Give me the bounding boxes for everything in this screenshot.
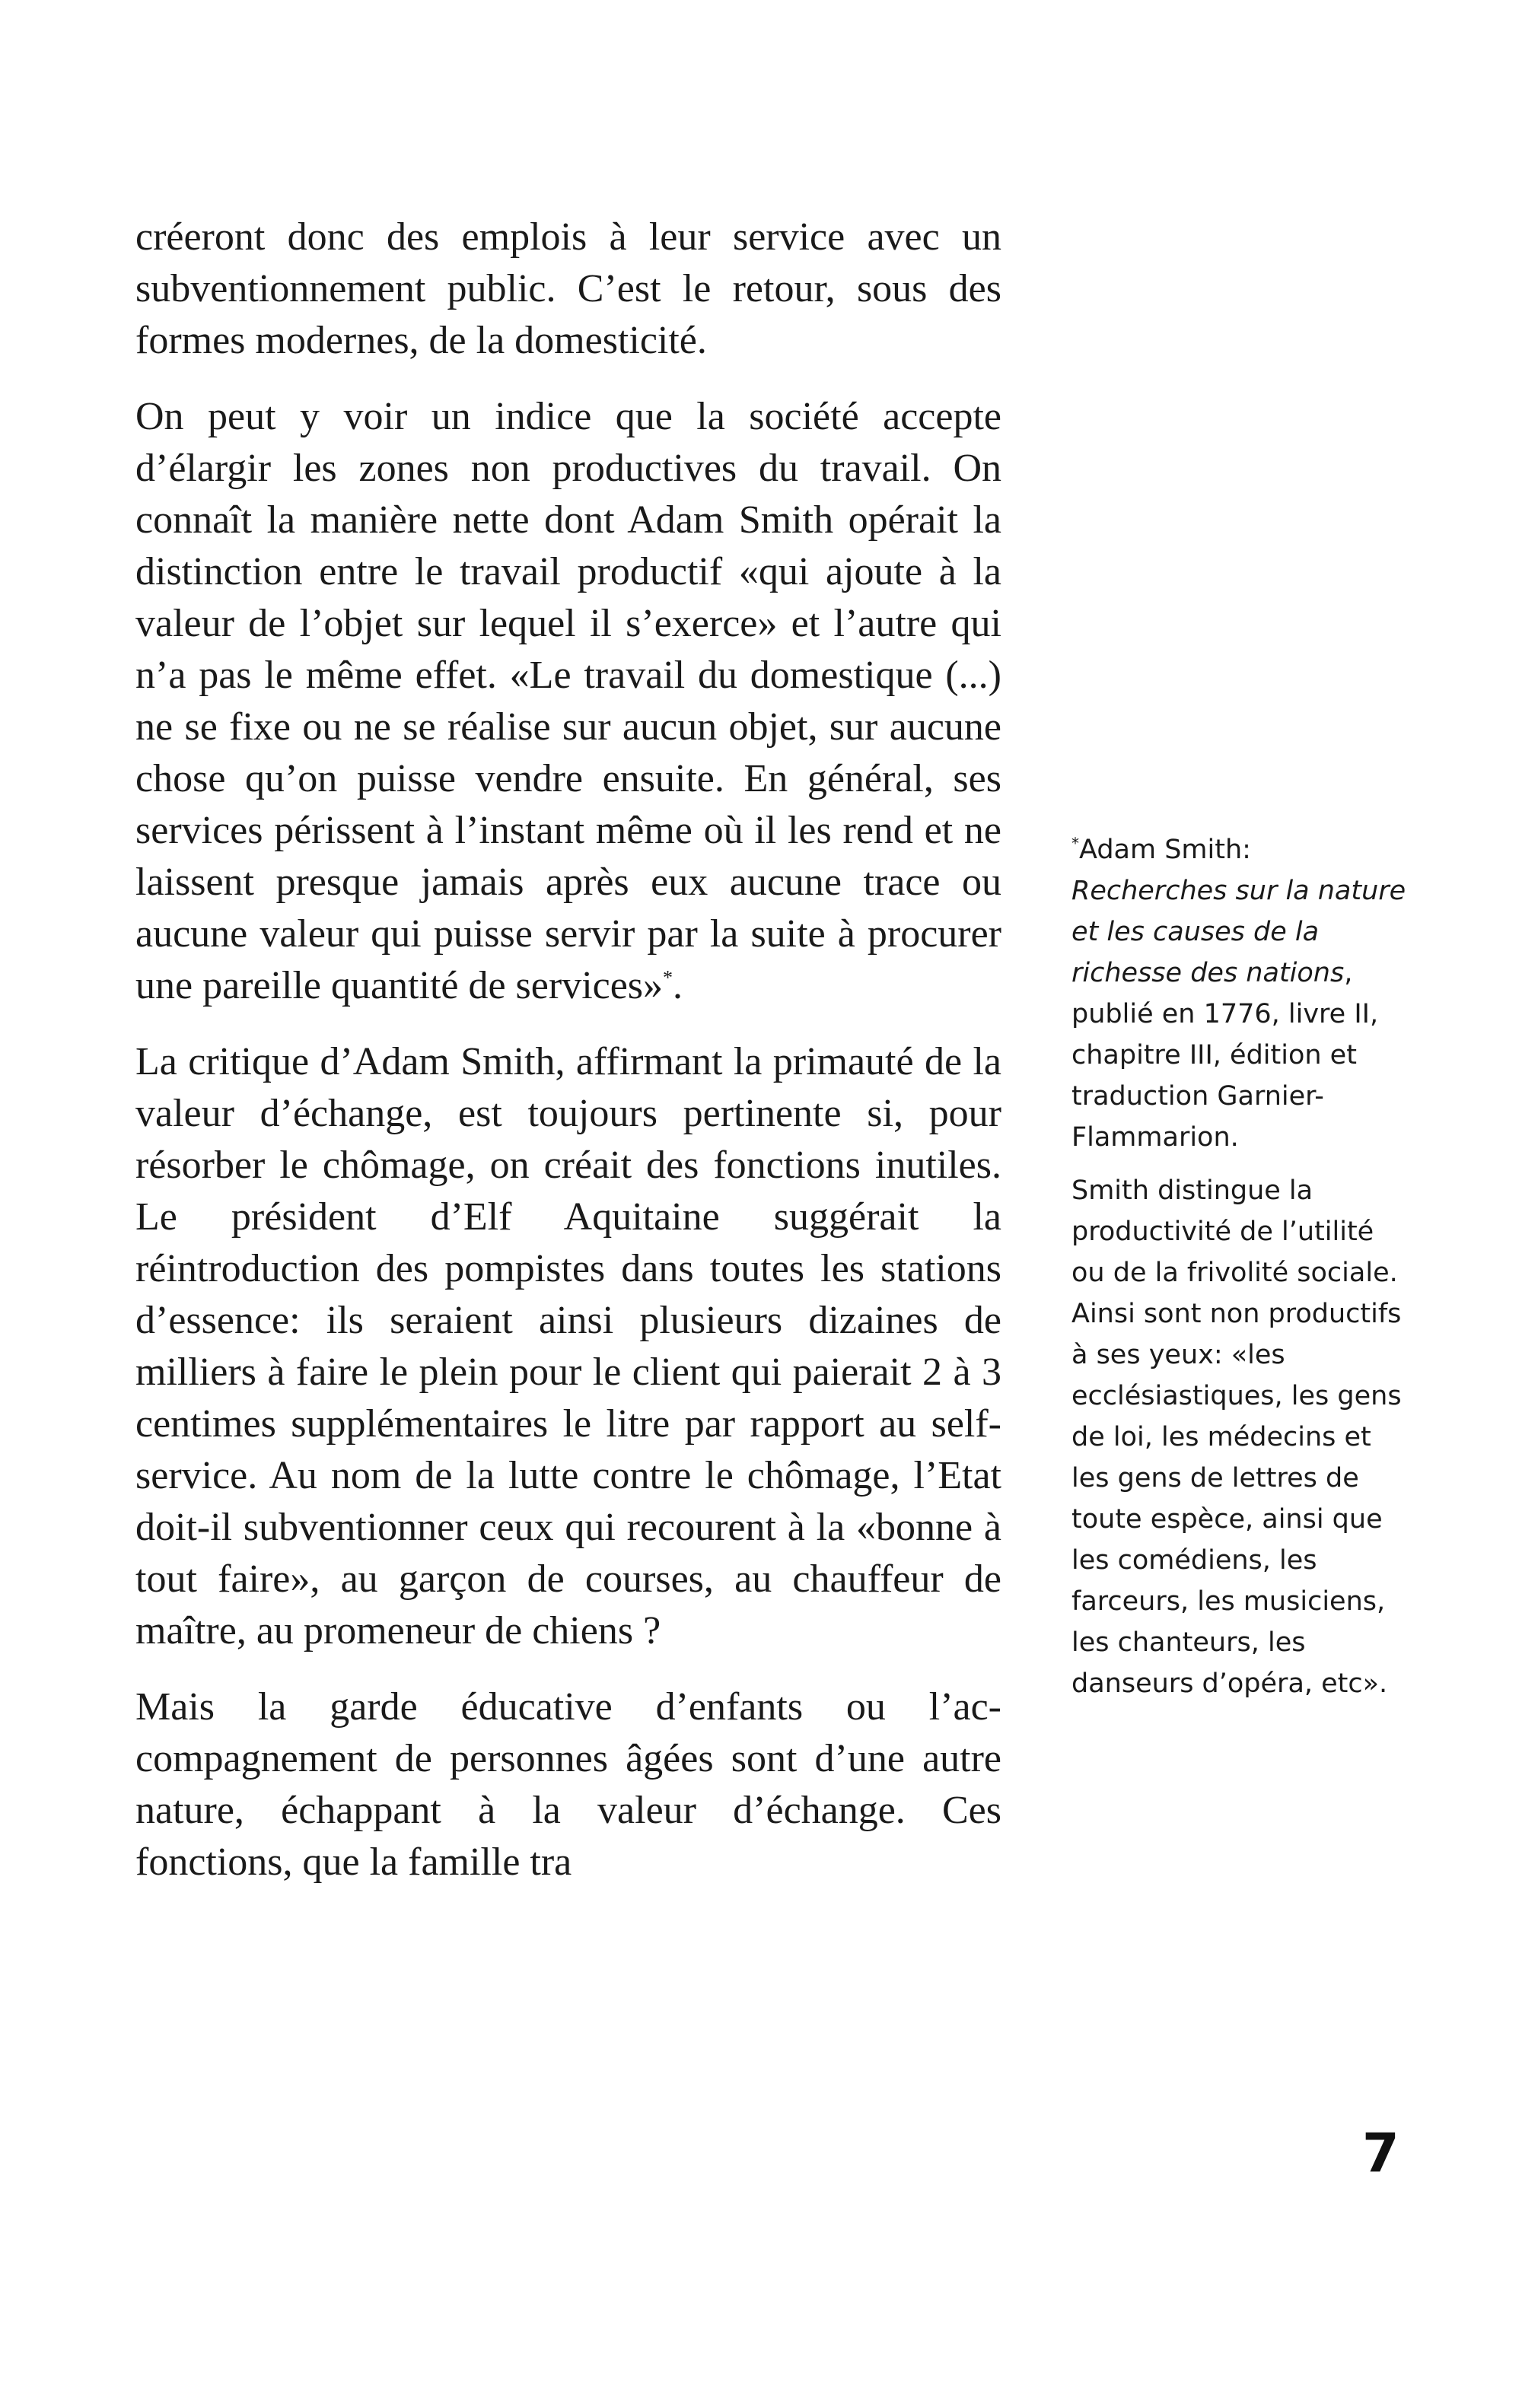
main-text-column — [135, 212, 1001, 1888]
page-number: 7 — [1362, 2122, 1399, 2184]
paragraph-1: créeront donc des emplois à leur service avec un subventionnement public. C’est le retour, sous des formes modernes, de la domesticité. — [135, 215, 1001, 362]
paragraph-3: La critique d’Adam Smith, affirmant la primauté de la valeur d’échange, est toujours pertinente si, pour résorber le chômage, on créait des fonctions inutiles. Le président d’Elf Aquitaine suggérait la réintroduction des pompistes dans toutes les stations d’essence: ils seraient ainsi plusieurs dizaines de milliers à faire le plein pour le client qui paierait 2 à 3 centimes supplémentaires le litre par rapport au self-service. Au nom de la lutte contre le chômage, l’Etat doit-il subventionner ceux qui recourent à la «bonne à tout faire», au garçon de courses, au chauffeur de maître, au promeneur de chiens ? — [135, 1040, 1001, 1653]
paragraph-4: Mais la garde éducative d’enfants ou l’accompagnement de personnes âgées sont d’une autre nature, échappant à la valeur d’échange. Ces fonctions, que la famille tra — [135, 1685, 1001, 1884]
citation-note — [1071, 829, 1412, 1158]
margin-note — [1071, 829, 1412, 1716]
citation-author: Adam Smith: — [1079, 835, 1251, 865]
footnote-reference-mark: * — [663, 966, 673, 989]
paragraph-2-text: On peut y voir un indice que la société accepte d’élargir les zones non productives du travail. On connaît la manière nette dont Adam Smith opérait la distinction entre le travail productif «qui ajoute à la valeur de l’objet sur lequel il s’exerce» et l’autre qui n’a pas le même effet. «Le travail du domestique (...) ne se fixe ou ne se réalise sur aucun objet, sur aucune chose qu’on puisse vendre ensuite. En général, ses services périssent à l’instant même où il les rend et ne laissent presque jamais après eux aucune trace ou aucune valeur qui puisse servir par la suite à procurer une pareille quantité de services» — [135, 395, 1001, 1007]
citation-details: , publié en 1776, livre II, chapitre III, édition et traduction Garnier-Flammarion. — [1071, 958, 1379, 1153]
note-commentary: Smith distingue la productivité de l’utilité ou de la frivolité sociale. Ainsi sont non productifs à ses yeux: «les ecclésiastiques, les gens de loi, les médecins et les gens de lettres de toute espèce, ainsi que les comédiens, les farceurs, les musiciens, les chanteurs, les danseurs d’opéra, etc». — [1071, 1175, 1402, 1699]
paragraph-2-end: . — [673, 964, 683, 1007]
citation-mark: * — [1071, 834, 1079, 853]
paragraph-2 — [135, 391, 1001, 1012]
citation-title: Recherches sur la nature et les causes de la richesse des nations — [1071, 876, 1406, 988]
